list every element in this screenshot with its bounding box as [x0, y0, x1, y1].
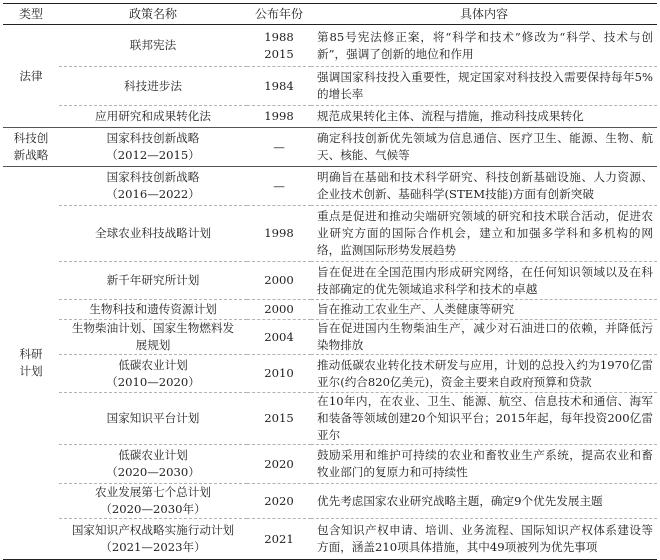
line-text: 联邦宪法: [129, 38, 177, 52]
table-row: [3, 445, 657, 484]
year-cell: [247, 519, 311, 560]
line-text: （2012—2015）: [106, 148, 200, 162]
line-text: 科技创: [13, 131, 49, 145]
line-text: 1984: [264, 78, 294, 93]
line-text: （2010—2020）: [106, 374, 200, 389]
year-cell: [247, 355, 311, 393]
line-text: 1998: [264, 226, 294, 240]
year-cell: [247, 445, 311, 484]
line-text: 2010: [264, 366, 294, 380]
line-text: 农业发展第七个总计划: [95, 485, 211, 499]
policy-name-cell: [59, 320, 247, 355]
table-row: [3, 320, 657, 355]
content-cell: 第85号宪法修正案，将“科学和技术”修改为“科学、技术与创新”，强调了创新的地位和作用: [311, 25, 657, 67]
policy-name-cell: [59, 262, 247, 300]
table-row: [3, 519, 657, 560]
policy-name-cell: [59, 167, 247, 206]
line-text: 低碳农业计划: [118, 448, 188, 462]
line-text: 2021: [264, 531, 294, 546]
content-cell: 强调国家科技投入重要性，规定国家对科技投入需要保持每年5%的增长率: [311, 67, 657, 106]
table-row: [3, 355, 657, 393]
line-text: 国家知识平台计划: [106, 411, 200, 425]
policy-name-cell: [59, 25, 247, 67]
line-text: —: [273, 139, 285, 154]
table-body: [3, 25, 657, 560]
year-cell: [247, 25, 311, 67]
table-row: [3, 300, 657, 320]
year-cell: [247, 393, 311, 445]
content-cell: 在10年内，在农业、卫生、能源、航空、信息技术和通信、海军和装备等领域创建20个知识平台；2015年起，每年投资200亿雷亚尔: [311, 393, 657, 445]
line-text: （2021—2023年）: [100, 540, 206, 554]
policy-name-cell: [59, 206, 247, 262]
line-text: 生物柴油计划、国家生物燃料发: [71, 321, 235, 335]
line-text: 低碳农业计划: [118, 357, 188, 372]
header-row: [3, 4, 657, 25]
year-cell: [247, 128, 311, 167]
policy-name-cell: [59, 128, 247, 167]
line-text: （2020—2030）: [106, 465, 200, 479]
header-name: 政策名称: [59, 4, 247, 25]
year-cell: [247, 262, 311, 300]
policy-table: [3, 3, 657, 560]
content-cell: 旨在推动工农业生产、人类健康等研究: [311, 300, 657, 320]
line-text: 全球农业科技战略计划: [95, 226, 211, 240]
line-text: （2020—2030年）: [100, 502, 206, 516]
table-row: [3, 262, 657, 300]
line-text: 2020: [264, 493, 294, 508]
line-text: 计划: [19, 364, 43, 378]
table-row: [3, 484, 657, 519]
table-row: [3, 393, 657, 445]
line-text: —: [273, 178, 285, 193]
table-row: [3, 206, 657, 262]
content-cell: 确定科技创新优先领域为信息通信、医疗卫生、能源、生物、航天、核能、气候等: [311, 128, 657, 167]
line-text: 国家科技创新战略: [106, 131, 200, 145]
line-text: 法律: [19, 68, 43, 83]
header-content: 具体内容: [311, 4, 657, 25]
line-text: 2000: [264, 302, 294, 316]
content-cell: 优先考虑国家农业研究战略主题，确定9个优先发展主题: [311, 484, 657, 519]
table-row: [3, 128, 657, 167]
content-cell: 规范成果转化主体、流程与措施，推动科技成果转化: [311, 106, 657, 128]
policy-name-cell: [59, 393, 247, 445]
year-cell: [247, 300, 311, 320]
year-cell: [247, 106, 311, 128]
content-cell: 重点是促进和推动尖端研究领域的研究和技术联合活动，促进农业研究方面的国际合作机会，建立和加强多学科和多机构的网络，监测国际形势发展趋势: [311, 206, 657, 262]
line-text: 应用研究和成果转化法: [95, 109, 211, 123]
policy-name-cell: [59, 519, 247, 560]
header-year: 公布年份: [247, 4, 311, 25]
line-text: 科技进步法: [124, 78, 182, 93]
line-text: 2020: [264, 456, 294, 471]
policy-name-cell: [59, 300, 247, 320]
year-cell: [247, 167, 311, 206]
type-cell: [3, 167, 59, 560]
line-text: （2016—2022）: [106, 187, 200, 201]
line-text: 科研: [19, 347, 43, 361]
line-text: 1998: [264, 109, 294, 123]
line-text: 生物科技和遗传资源计划: [89, 302, 217, 316]
policy-name-cell: [59, 484, 247, 519]
year-cell: [247, 484, 311, 519]
table-row: [3, 25, 657, 67]
table-row: [3, 106, 657, 128]
line-text: 2004: [264, 329, 294, 344]
line-text: 新战略: [13, 148, 49, 162]
table-row: [3, 67, 657, 106]
type-cell: [3, 25, 59, 128]
line-text: 1988: [264, 29, 294, 44]
content-cell: 鼓励采用和维护可持续的农业和畜牧业生产系统，提高农业和畜牧业部门的复原力和可持续性: [311, 445, 657, 484]
policy-name-cell: [59, 106, 247, 128]
year-cell: [247, 320, 311, 355]
content-cell: 旨在促进国内生物柴油生产，减少对石油进口的依赖，并降低污染物排放: [311, 320, 657, 355]
type-cell: [3, 128, 59, 167]
policy-name-cell: [59, 67, 247, 106]
line-text: 2015: [264, 46, 294, 61]
content-cell: 旨在促进在全国范围内形成研究网络，在任何知识领域以及在科技部确定的优先领域追求科学和技术的卓越: [311, 262, 657, 300]
line-text: 2015: [264, 411, 294, 425]
year-cell: [247, 67, 311, 106]
policy-name-cell: [59, 355, 247, 393]
year-cell: [247, 206, 311, 262]
line-text: 国家科技创新战略: [106, 170, 200, 184]
policy-name-cell: [59, 445, 247, 484]
content-cell: 推动低碳农业转化技术研发与应用，计划的总投入约为1970亿雷亚尔(约合820亿美元)，资金主要来自政府预算和贷款: [311, 355, 657, 393]
content-cell: 包含知识产权申请、培训、业务流程、国际知识产权体系建设等方面，涵盖210项具体措施，其中49项被列为优先事项: [311, 519, 657, 560]
line-text: 国家知识产权战略实施行动计划: [71, 523, 235, 537]
line-text: 新千年研究所计划: [106, 273, 200, 287]
line-text: 2000: [264, 273, 294, 287]
line-text: 展规划: [135, 338, 171, 352]
table-row: [3, 167, 657, 206]
content-cell: 明确旨在基础和技术科学研究、科技创新基础设施、人力资源、企业技术创新、基础科学(STEM技能)方面有创新突破: [311, 167, 657, 206]
header-type: 类型: [3, 4, 59, 25]
